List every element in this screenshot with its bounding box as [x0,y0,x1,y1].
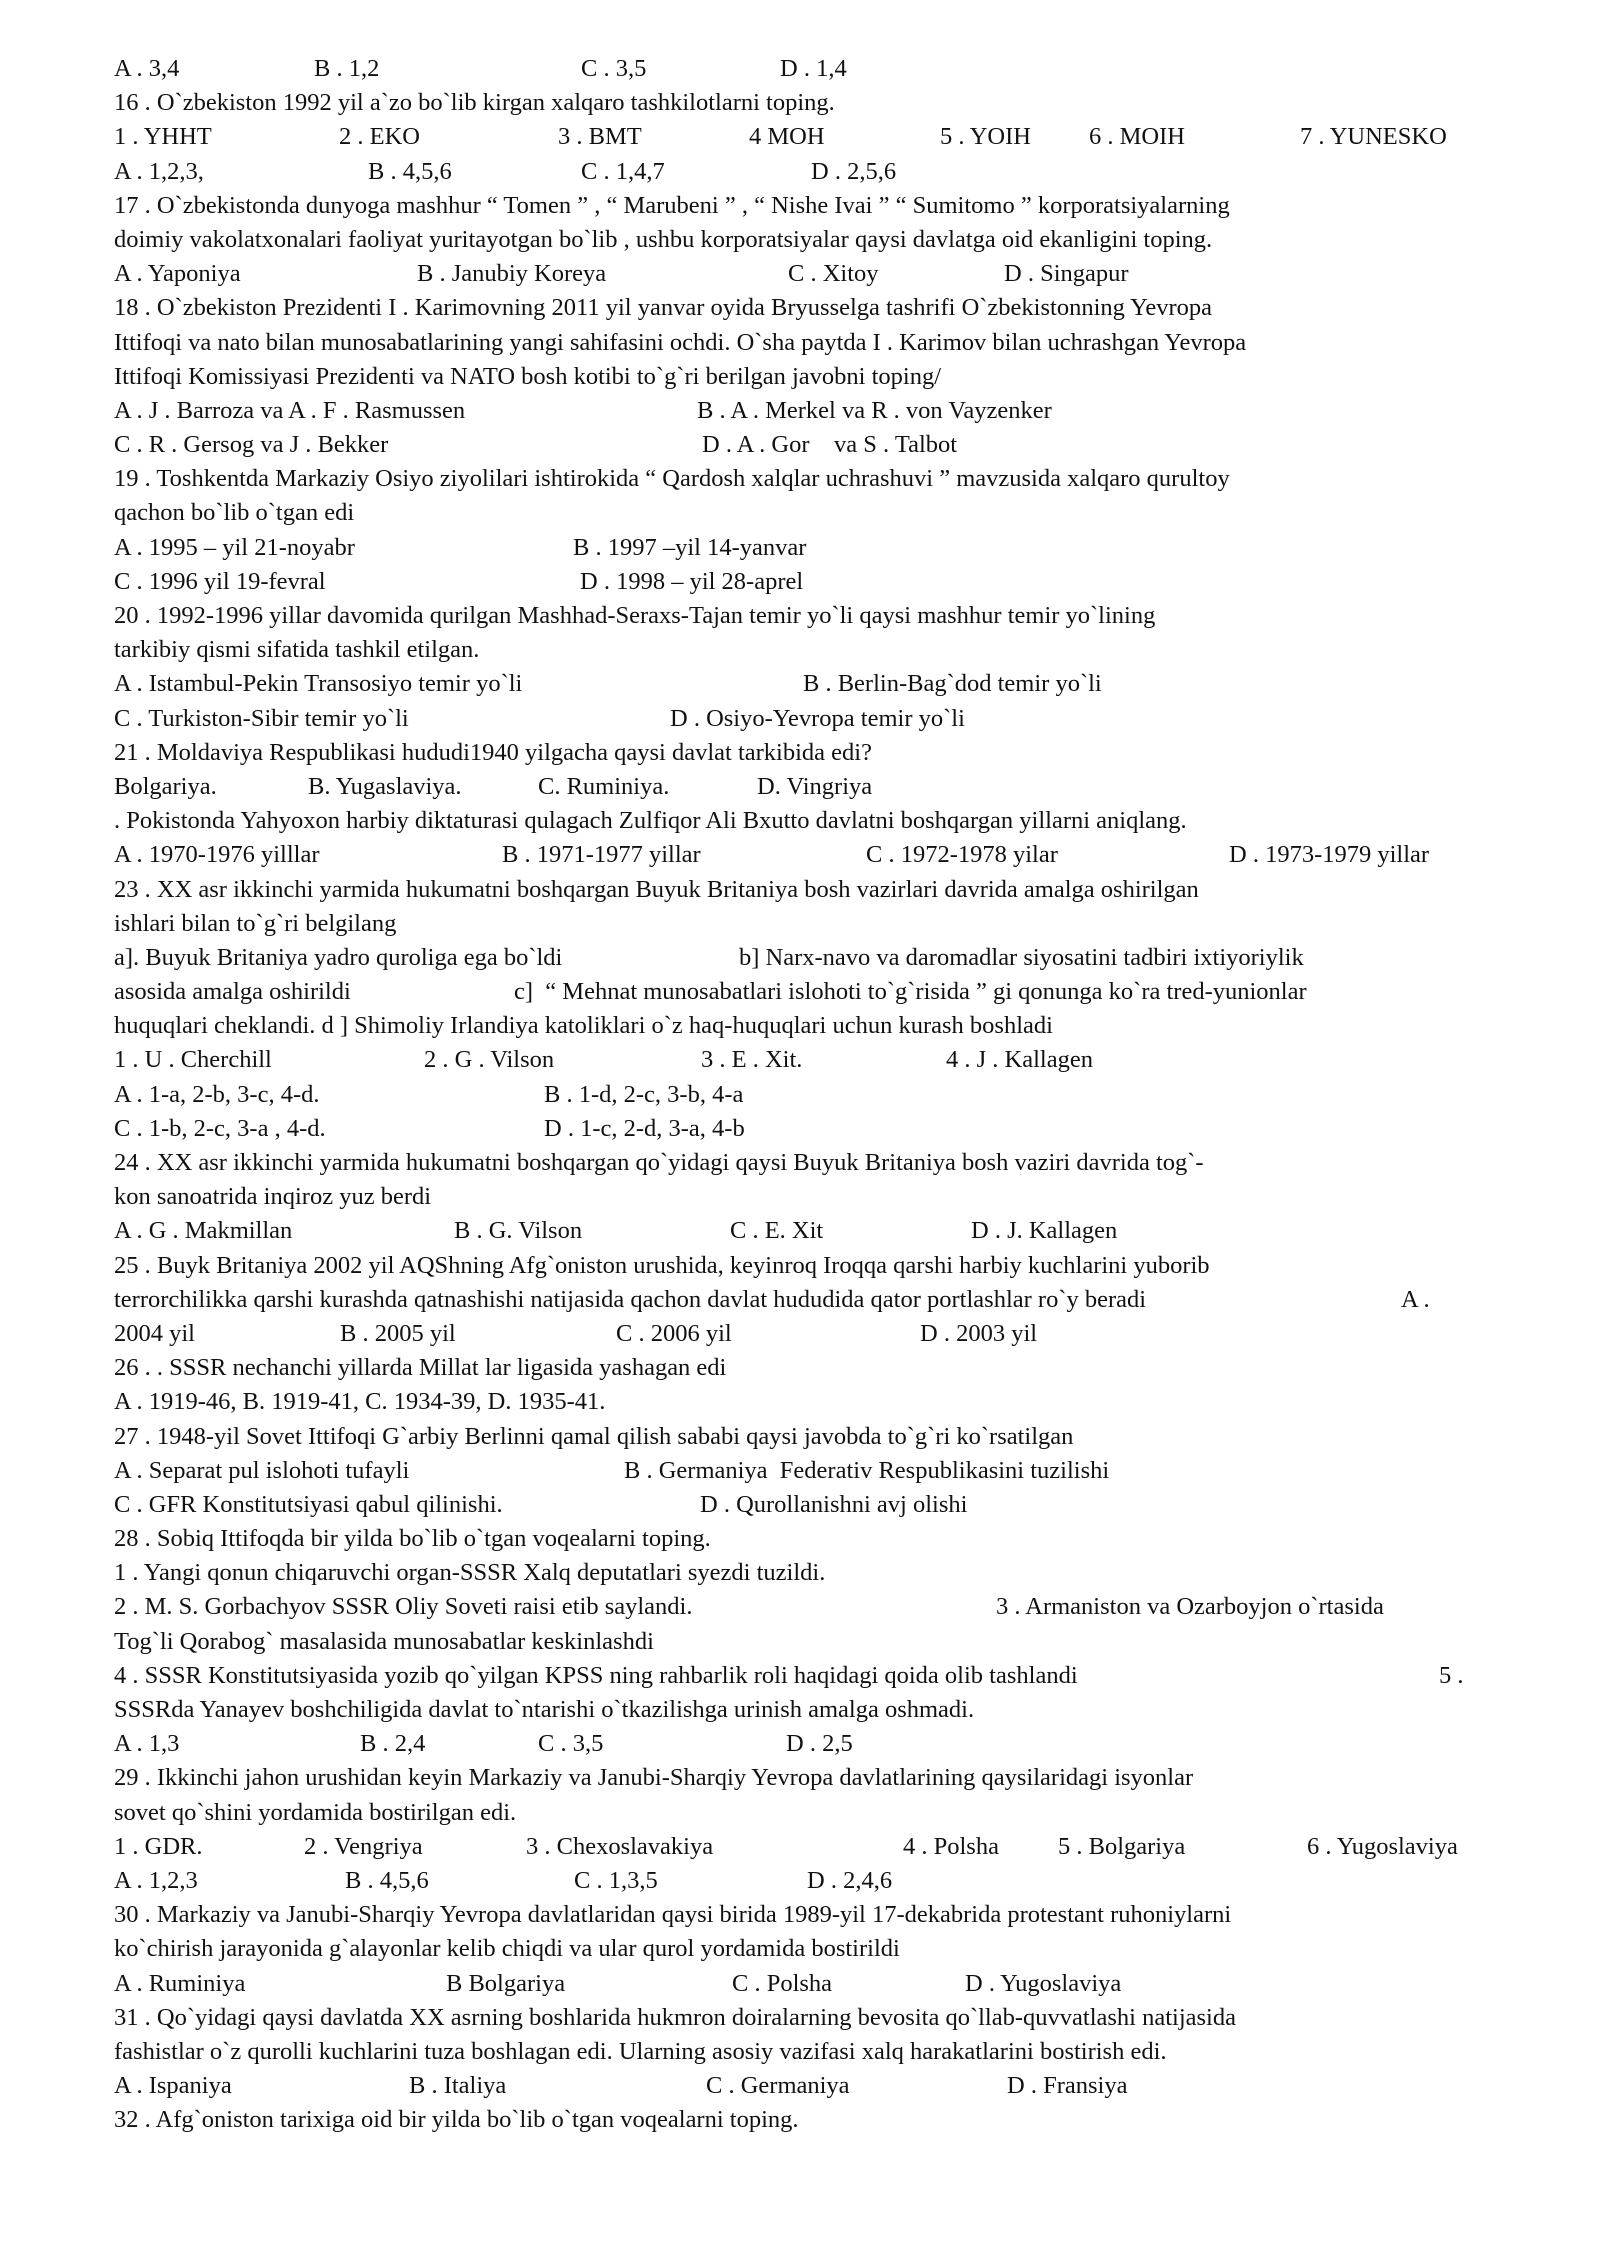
option-a: A . 1-a, 2-b, 3-c, 4-d. [114,1080,320,1108]
option-c: C . 1972-1978 yilar [866,841,1058,869]
option-d: D. Vingriya [757,772,873,800]
option-c: C . Turkiston-Sibir temir yo`li [114,704,409,732]
statement-3: 3 . Armaniston va Ozarboyjon o`rtasida [996,1593,1384,1621]
option-a-value: 2004 yil [114,1319,195,1347]
question-29: 29 . Ikkinchi jahon urushidan keyin Markaziy va Janubi-Sharqiy Yevropa davlatlarining qaysilaridagi isyonlar [114,1764,1194,1792]
question-text: qachon bo`lib o`tgan edi [114,499,355,527]
question-28: 28 . Sobiq Ittifoqda bir yilda bo`lib o`tgan voqealarni toping. [114,1525,711,1553]
question-16: 16 . O`zbekiston 1992 yil a`zo bo`lib kirgan xalqaro tashkilotlarni toping. [114,89,835,117]
question-18: 18 . O`zbekiston Prezidenti I . Karimovning 2011 yil yanvar oyida Bryusselga tashrifi O`zbekistonning Yevropa [114,294,1212,322]
option-b: B . Berlin-Bag`dod temir yo`li [803,670,1102,698]
option-c: C . E. Xit [730,1217,824,1245]
question-text: fashistlar o`z qurolli kuchlarini tuza boshlagan edi. Ularning asosiy vazifasi xalq harakatlarini bostirish edi. [114,2037,1167,2065]
option-d: D . 1973-1979 yillar [1229,841,1430,869]
option-d: D . Yugoslaviya [965,1969,1122,1997]
choice-2: 2 . G . Vilson [424,1046,555,1074]
option-d: D . Fransiya [1007,2072,1128,2100]
question-17: 17 . O`zbekistonda dunyoga mashhur “ Tomen ” , “ Marubeni ” , “ Nishe Ivai ” “ Sumitomo ” korporatsiyalarning [114,191,1230,219]
choice-4: 4 MOH [749,123,825,151]
answer-options-q23-cd [114,1112,1514,1146]
question-23: 23 . XX asr ikkinchi yarmida hukumatni boshqargan Buyuk Britaniya bosh vazirlari davrida amalga oshirilgan [114,875,1199,903]
question-19: 19 . Toshkentda Markaziy Osiyo ziyolilari ishtirokida “ Qardosh xalqlar uchrashuvi ” mavzusida xalqaro qurultoy [114,465,1230,493]
question-22: . Pokistonda Yahyoxon harbiy diktaturasi qulagach Zulfiqor Ali Bxutto davlatni boshqargan yillarni aniqlang. [114,807,1187,835]
option-d: D . J. Kallagen [971,1217,1118,1245]
statement-line [114,1659,1514,1693]
choice-4: 4 . Polsha [903,1832,999,1860]
option-b: B . 1971-1977 yillar [502,841,701,869]
question-21: 21 . Moldaviya Respublikasi hududi1940 yilgacha qaysi davlat tarkibida edi? [114,738,872,766]
answer-options-q17 [114,257,1514,291]
statement-line: 1 . Yangi qonun chiqaruvchi organ-SSSR Xalq deputatlari syezdi tuzildi. [114,1559,826,1587]
option-d: D . Qurollanishni avj olishi [700,1490,968,1518]
numbered-choices-q16 [114,120,1514,154]
question-26: 26 . . SSSR nechanchi yillarda Millat lar ligasida yashagan edi [114,1354,727,1382]
answer-options-q29 [114,1864,1514,1898]
statement-c: c] “ Mehnat munosabatlari islohoti to`g`risida ” gi qonunga ko`ra tred-yunionlar [514,978,1307,1006]
option-a: A . 3,4 [114,55,180,82]
option-b: B . G. Vilson [454,1217,583,1245]
statement-line [114,941,1514,975]
option-d: D . 1998 – yil 28-aprel [580,567,804,595]
choice-3: 3 . E . Xit. [701,1046,803,1074]
option-a: A . 1,2,3, [114,157,204,185]
option-c: C . Xitoy [788,260,879,288]
choice-1: 1 . GDR. [114,1832,203,1860]
choice-1: 1 . U . Cherchill [114,1046,272,1074]
option-a: A . Yaponiya [114,260,241,288]
option-c: C . 3,5 [581,55,647,82]
question-25: 25 . Buyk Britaniya 2002 yil AQShning Afg`oniston urushida, keyinroq Iroqqa qarshi harbiy kuchlarini yuborib [114,1251,1210,1279]
option-b: B . Germaniya Federativ Respublikasini tuzilishi [624,1456,1110,1484]
option-c: C . GFR Konstitutsiyasi qabul qilinishi. [114,1490,503,1518]
option-b: B. Yugaslaviya. [308,772,462,800]
statement-line: SSSRda Yanayev boshchiligida davlat to`ntarishi o`tkazilishga urinish amalga oshmadi. [114,1696,975,1723]
question-text: ishlari bilan to`g`ri belgilang [114,909,397,937]
option-a: A . [1401,1285,1430,1313]
answer-options-q22 [114,838,1514,872]
question-text: tarkibiy qismi sifatida tashkil etilgan. [114,636,480,664]
statement-b: b] Narx-navo va daromadlar siyosatini tadbiri ixtiyoriylik [739,943,1304,971]
question-30: 30 . Markaziy va Janubi-Sharqiy Yevropa davlatlaridan qaysi birida 1989-yil 17-dekabrida protestant ruhoniylarni [114,1901,1232,1929]
answer-options-q25 [114,1317,1514,1351]
answer-options-q21 [114,770,1514,804]
answer-options-q27-ab [114,1454,1514,1488]
option-b: B . 1-d, 2-c, 3-b, 4-a [544,1080,744,1108]
question-text: Ittifoqi va nato bilan munosabatlarining yangi sahifasini ochdi. O`sha paytda I . Karimov bilan uchrashgan Yevropa [114,328,1247,356]
choice-5: 5 . Bolgariya [1058,1832,1186,1860]
statement-a: a]. Buyuk Britaniya yadro quroliga ega bo`ldi [114,943,563,971]
option-d: D . Osiyo-Yevropa temir yo`li [670,704,965,732]
option-d: D . A . Gor va S . Talbot [702,431,958,459]
question-text: ko`chirish jarayonida g`alayonlar kelib chiqdi va ular qurol yordamida bostirildi [114,1935,900,1963]
option-c: C . Polsha [732,1969,833,1997]
option-c: C . 1,4,7 [581,157,665,185]
choice-1: 1 . YHHT [114,123,212,151]
choice-6: 6 . Yugoslaviya [1307,1832,1458,1860]
answer-options-q31 [114,2069,1514,2103]
option-b: B . 1,2 [314,55,380,82]
answer-options-q20-ab [114,667,1514,701]
option-c: C . 1996 yil 19-fevral [114,567,326,595]
question-31: 31 . Qo`yidagi qaysi davlatda XX asrning boshlarida hukmron doiralarning bevosita qo`llab-quvvatlashi natijasida [114,2003,1236,2031]
choice-7: 7 . YUNESKO [1300,123,1447,151]
option-b: B . 2,4 [360,1730,426,1758]
option-b: B . 2005 yil [340,1319,456,1347]
answer-options-q15 [114,52,1514,86]
option-b: B . 4,5,6 [368,157,452,185]
answer-options-q18-ab [114,394,1514,428]
option-a: A . Ispaniya [114,2072,232,2100]
question-27: 27 . 1948-yil Sovet Ittifoqi G`arbiy Berlinni qamal qilish sababi qaysi javobda to`g`ri ko`rsatilgan [114,1422,1074,1450]
choice-4: 4 . J . Kallagen [946,1046,1093,1074]
question-text: kon sanoatrida inqiroz yuz berdi [114,1183,432,1211]
option-a: A . Istambul-Pekin Transosiyo temir yo`li [114,670,523,698]
statement-line [114,975,1514,1009]
choice-3: 3 . BMT [558,123,642,151]
option-d: D . Singapur [1004,260,1129,288]
question-text: Ittifoqi Komissiyasi Prezidenti va NATO bosh kotibi to`g`ri berilgan javobni toping/ [114,362,942,390]
answer-options-q19-cd [114,565,1514,599]
option-b: B . Janubiy Koreya [417,260,607,288]
option-d: D . 2003 yil [920,1319,1038,1347]
statement-4: 4 . SSSR Konstitutsiyasida yozib qo`yilgan KPSS ning rahbarlik roli haqidagi qoida olib tashlandi [114,1661,1078,1689]
option-c: C . Germaniya [706,2072,850,2100]
question-text-part: terrorchilikka qarshi kurashda qatnashishi natijasida qachon davlat hududida qator portlashlar ro`y beradi [114,1285,1147,1313]
question-text: doimiy vakolatxonalari faoliyat yuritayotgan bo`lib , ushbu korporatsiyalar qaysi davlatga oid ekanligini toping. [114,225,1213,253]
option-c: C . 2006 yil [616,1319,732,1347]
numbered-choices-q23 [114,1043,1514,1077]
answer-options-q27-cd [114,1488,1514,1522]
question-32: 32 . Afg`oniston tarixiga oid bir yilda bo`lib o`tgan voqealarni toping. [114,2106,799,2134]
choice-2: 2 . EKO [339,123,420,151]
question-20: 20 . 1992-1996 yillar davomida qurilgan Mashhad-Seraxs-Tajan temir yo`li qaysi mashhur temir yo`lining [114,602,1156,629]
choice-6: 6 . MOIH [1089,123,1185,151]
option-c: C. Ruminiya. [538,772,670,800]
option-a: A . Ruminiya [114,1969,246,1997]
option-c: C . 3,5 [538,1730,604,1758]
question-text [114,1283,1514,1317]
answer-options-q28 [114,1727,1514,1761]
option-a: A . 1,2,3 [114,1866,198,1894]
answer-options-q26: A . 1919-46, B. 1919-41, C. 1934-39, D. 1935-41. [114,1388,606,1416]
document-page [114,52,1514,2137]
answer-options-q16 [114,155,1514,189]
option-d: D . 1-c, 2-d, 3-a, 4-b [544,1114,745,1142]
statement-line: Tog`li Qorabog` masalasida munosabatlar keskinlashdi [114,1627,654,1655]
answer-options-q30 [114,1967,1514,2001]
option-d: D . 1,4 [780,55,847,82]
answer-options-q18-cd [114,428,1514,462]
numbered-choices-q29 [114,1830,1514,1864]
option-a: A . 1995 – yil 21-noyabr [114,533,355,561]
question-text: sovet qo`shini yordamida bostirilgan edi. [114,1798,517,1826]
option-d: D . 2,5 [786,1730,853,1758]
statement-line [114,1590,1514,1624]
choice-5: 5 . YOIH [940,123,1031,151]
option-b: B Bolgariya [446,1969,566,1997]
option-c: C . R . Gersog va J . Bekker [114,431,389,459]
option-c: C . 1,3,5 [574,1866,658,1894]
statement-line: huquqlari cheklandi. d ] Shimoliy Irlandiya katoliklari o`z haq-huquqlari uchun kurash boshladi [114,1012,1053,1040]
answer-options-q24 [114,1214,1514,1248]
choice-2: 2 . Vengriya [304,1832,423,1860]
option-d: D . 2,5,6 [811,157,897,185]
option-a: Bolgariya. [114,772,217,800]
question-24: 24 . XX asr ikkinchi yarmida hukumatni boshqargan qo`yidagi qaysi Buyuk Britaniya bosh vaziri davrida tog`- [114,1149,1204,1176]
option-a: A . J . Barroza va A . F . Rasmussen [114,396,466,424]
option-c: C . 1-b, 2-c, 3-a , 4-d. [114,1114,326,1142]
answer-options-q19-ab [114,531,1514,565]
statement-2: 2 . M. S. Gorbachyov SSSR Oliy Soveti raisi etib saylandi. [114,1593,693,1621]
option-b: B . A . Merkel va R . von Vayzenker [697,396,1052,424]
statement-b-cont: asosida amalga oshirildi [114,978,351,1006]
option-b: B . 1997 –yil 14-yanvar [573,533,807,561]
choice-3: 3 . Chexoslavakiya [526,1832,714,1860]
answer-options-q20-cd [114,702,1514,736]
option-a: A . Separat pul islohoti tufayli [114,1456,410,1484]
answer-options-q23-ab [114,1078,1514,1112]
option-a: A . 1970-1976 yilllar [114,841,320,869]
option-d: D . 2,4,6 [807,1866,893,1894]
option-b: B . 4,5,6 [345,1866,429,1894]
option-b: B . Italiya [409,2072,507,2100]
statement-5: 5 . [1439,1661,1464,1689]
option-a: A . 1,3 [114,1730,180,1758]
option-a: A . G . Makmillan [114,1217,293,1245]
